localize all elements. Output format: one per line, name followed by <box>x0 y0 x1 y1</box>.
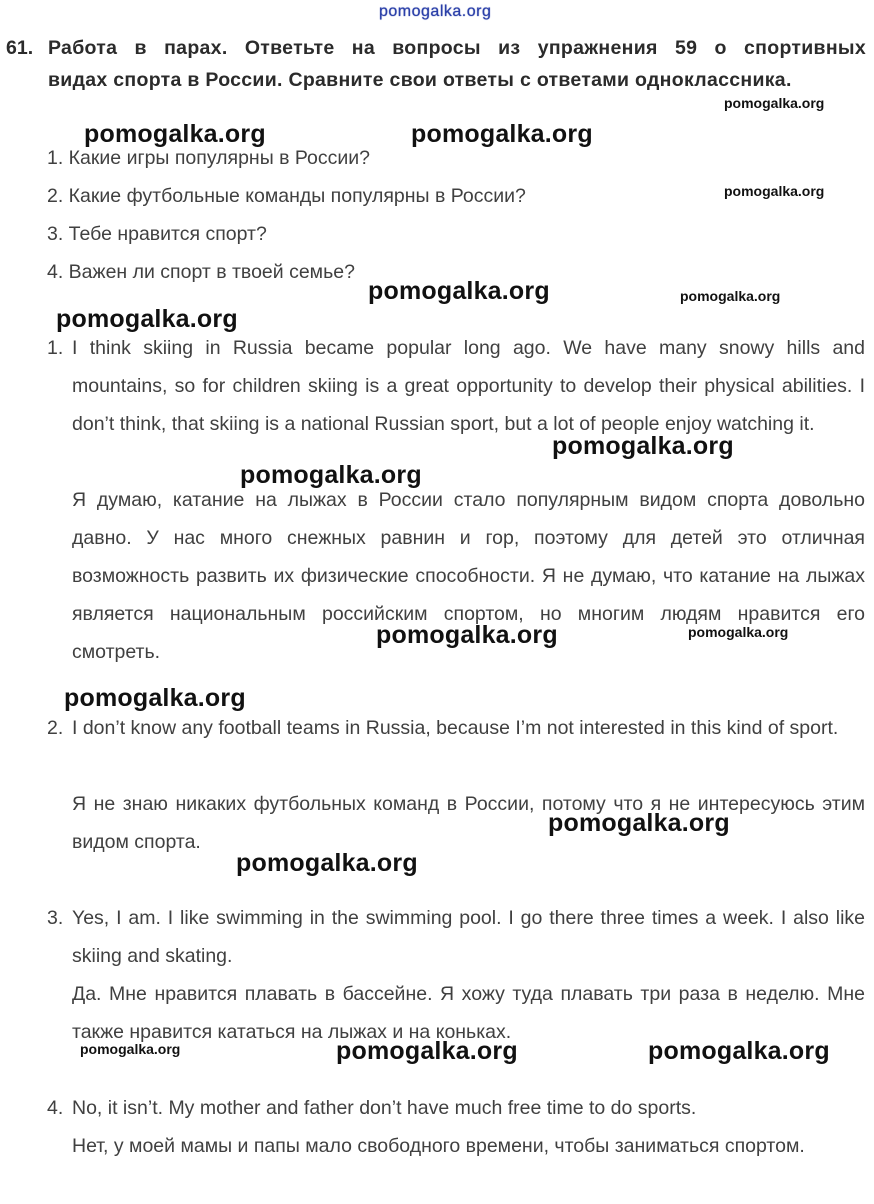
answer-2-russian: Я не знаю никаких футбольных команд в России, потому что я не интересуюсь этим видом спорта. <box>72 793 865 853</box>
watermark: pomogalka.org <box>552 432 734 460</box>
exercise-title-line-1: Работа в парах. Ответьте на вопросы из упражнения 59 о спортивных <box>48 37 866 59</box>
watermark: pomogalka.org <box>688 624 789 640</box>
watermark: pomogalka.org <box>411 120 593 148</box>
answer-3-russian: Да. Мне нравится плавать в бассейне. Я хожу туда плавать три раза в неделю. Мне также нравится кататься на лыжах и на коньках. <box>72 983 865 1043</box>
header-watermark: pomogalka.org <box>379 3 492 20</box>
answer-4-english: No, it isn’t. My mother and father don’t have much free time to do sports. <box>72 1097 697 1119</box>
watermark: pomogalka.org <box>84 120 266 148</box>
watermark: pomogalka.org <box>236 849 418 877</box>
watermark: pomogalka.org <box>64 684 246 712</box>
answer-2-english: I don’t know any football teams in Russia, because I’m not interested in this kind of sport. <box>72 717 839 739</box>
exercise-title-line-2: видах спорта в России. Сравните свои ответы с ответами одноклассника. <box>48 69 792 91</box>
answer-1-number: 1. <box>47 337 64 359</box>
question-1: 1. Какие игры популярны в России? <box>47 147 371 169</box>
watermark: pomogalka.org <box>336 1037 518 1065</box>
answer-1-russian: Я думаю, катание на лыжах в России стало популярным видом спорта довольно давно. У нас много снежных равнин и гор, поэтому для детей это отличная возможность развить их физические способности. Я не думаю, что катание на лыжах является национальным российским спортом, но многим людям нравится его смотреть. <box>72 489 865 663</box>
watermark: pomogalka.org <box>648 1037 830 1065</box>
answer-3-number: 3. <box>47 907 64 929</box>
exercise-title <box>6 32 866 96</box>
answer-2-number: 2. <box>47 717 64 739</box>
answer-3-english: Yes, I am. I like swimming in the swimming pool. I go there three times a week. I also like skiing and skating. <box>72 907 865 967</box>
watermark: pomogalka.org <box>56 305 238 333</box>
answer-4-russian: Нет, у моей мамы и папы мало свободного времени, чтобы заниматься спортом. <box>72 1135 805 1157</box>
answer-1-english: I think skiing in Russia became popular long ago. We have many snowy hills and mountains, so for children skiing is a great opportunity to develop their physical abilities. I don’t think, that skiing is a national Russian sport, but a lot of people enjoy watching it. <box>72 337 865 435</box>
watermark: pomogalka.org <box>240 461 422 489</box>
question-2: 2. Какие футбольные команды популярны в России? <box>47 185 526 207</box>
answer-4-number: 4. <box>47 1097 64 1119</box>
watermark: pomogalka.org <box>80 1041 181 1057</box>
watermark: pomogalka.org <box>680 288 781 304</box>
question-3: 3. Тебе нравится спорт? <box>47 223 267 245</box>
watermark: pomogalka.org <box>376 621 558 649</box>
exercise-number: 61. <box>6 37 34 59</box>
watermark: pomogalka.org <box>368 277 550 305</box>
watermark: pomogalka.org <box>724 183 825 199</box>
watermark: pomogalka.org <box>548 809 730 837</box>
watermark: pomogalka.org <box>724 95 825 111</box>
question-4: 4. Важен ли спорт в твоей семье? <box>47 261 355 283</box>
